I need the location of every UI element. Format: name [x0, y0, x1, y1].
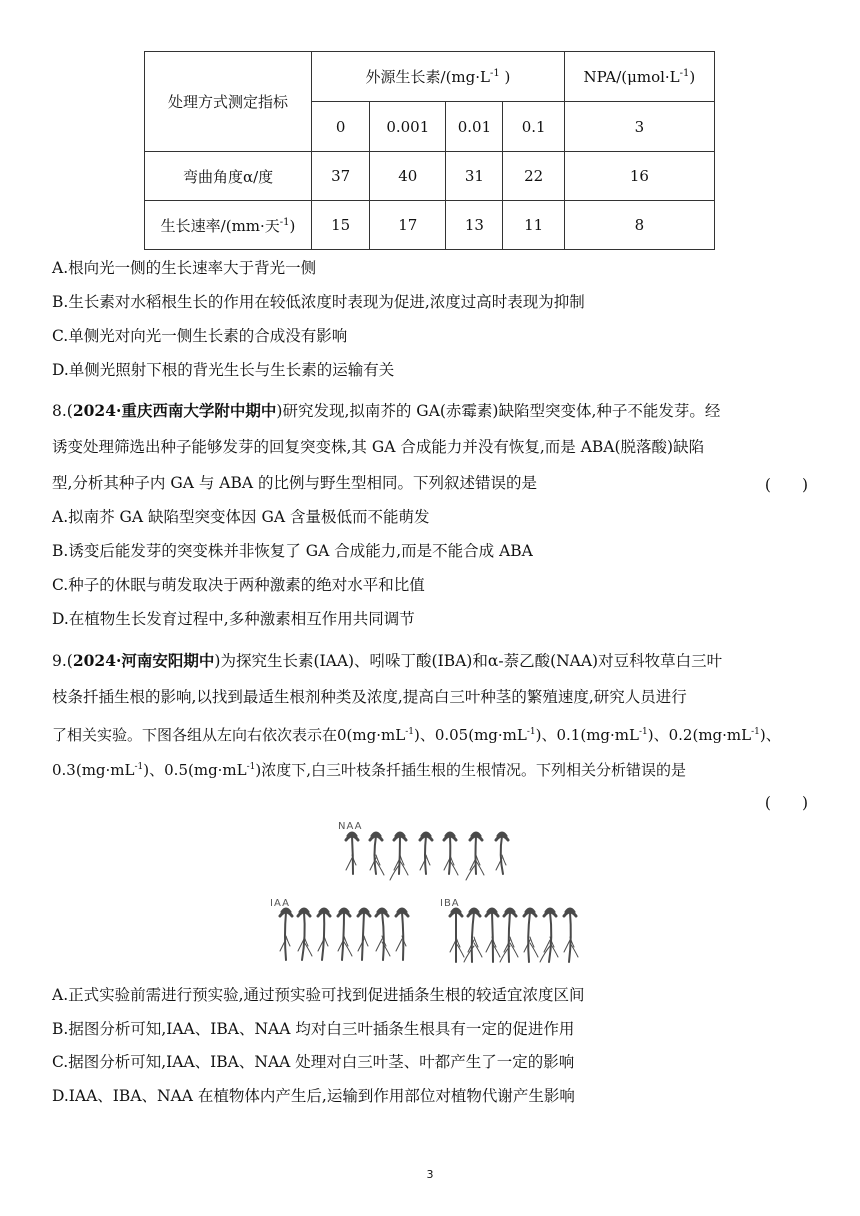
figure-label-iaa: IAA	[270, 898, 290, 909]
q8-option-c: C.种子的休眠与萌发取决于两种激素的绝对水平和比值	[52, 576, 425, 594]
table-cell: 8	[564, 201, 714, 250]
q8-option-b: B.诱变后能发芽的突变株并非恢复了 GA 合成能力,而是不能合成 ABA	[52, 542, 533, 560]
q9-line4-b: )、0.5(mg·mL	[143, 761, 247, 779]
q8-source: 重庆西南大学附中期中	[121, 401, 277, 420]
q9-line4-a: 0.3(mg·mL	[52, 761, 135, 779]
cutting-icon	[486, 909, 500, 962]
row-label-pre: 生长速率/(mm·天	[160, 216, 280, 235]
table-group-npa	[564, 52, 714, 102]
table-conc: 0.01	[446, 102, 503, 152]
table-cell: 17	[370, 201, 446, 250]
table-conc: 0	[312, 102, 370, 152]
table-cell: 16	[564, 152, 714, 201]
figure-label-iba: IBA	[440, 898, 460, 909]
q7-option-b: B.生长素对水稻根生长的作用在较低浓度时表现为促进,浓度过高时表现为抑制	[52, 293, 585, 311]
q9-option-c: C.据图分析可知,IAA、IBA、NAA 处理对白三叶茎、叶都产生了一定的影响	[52, 1053, 575, 1071]
row-label-post: )	[289, 216, 296, 235]
q9-line4-c: )浓度下,白三叶枝条扦插生根的生根情况。下列相关分析错误的是	[255, 761, 687, 779]
cutting-icon	[298, 909, 312, 960]
group-npa-sup: -1	[679, 67, 690, 79]
table-cell: 15	[312, 201, 370, 250]
group-npa-text: NPA/(μmol·L	[583, 67, 680, 86]
q7-option-d: D.单侧光照射下根的背光生长与生长素的运输有关	[52, 361, 395, 379]
q9-line3-a: 了相关实验。下图各组从左向右依次表示在0(mg·mL	[52, 726, 406, 744]
q8-option-d: D.在植物生长发育过程中,多种激素相互作用共同调节	[52, 610, 415, 628]
table-row-label: 弯曲角度α/度	[145, 152, 312, 201]
table-conc: 3	[564, 102, 714, 152]
q9-line3-sup: -1	[405, 727, 414, 737]
q9-line3-d: )、0.2(mg·mL	[647, 726, 752, 744]
q8-stem-line3: 型,分析其种子内 GA 与 ABA 的比例与野生型相同。下列叙述错误的是	[52, 474, 537, 492]
q7-option-c: C.单侧光对向光一侧生长素的合成没有影响	[52, 327, 348, 345]
page-number: 3	[426, 1168, 434, 1181]
cutting-icon	[346, 833, 358, 874]
table-cell: 31	[446, 152, 503, 201]
cutting-icon	[358, 909, 370, 960]
cutting-icon	[318, 909, 330, 960]
cutting-icon	[450, 909, 464, 962]
q9-answer-paren: ( )	[764, 794, 808, 812]
table-cell: 13	[446, 201, 503, 250]
q8-year: 2024·	[72, 401, 122, 420]
group-auxin-text: 外源生长素/(mg·L	[365, 68, 490, 86]
q8-line1-rest: )研究发现,拟南芥的 GA(赤霉素)缺陷型突变体,种子不能发芽。经	[276, 402, 721, 420]
q9-line3-sup: -1	[526, 727, 536, 737]
q9-stem-line3	[52, 722, 781, 745]
q8-option-a: A.拟南芥 GA 缺陷型突变体因 GA 含量极低而不能萌发	[52, 508, 430, 526]
table-conc: 0.1	[503, 102, 564, 152]
cutting-icon	[524, 909, 538, 962]
q8-number: 8.(	[52, 402, 73, 420]
table-row	[145, 201, 715, 250]
cutting-icon	[496, 833, 508, 874]
q9-line3-b: )、0.05(mg·mL	[413, 726, 527, 744]
q9-option-d: D.IAA、IBA、NAA 在植物体内产生后,运输到作用部位对植物代谢产生影响	[52, 1087, 575, 1105]
q8-answer-paren: ( )	[764, 476, 808, 494]
q9-line3-c: )、0.1(mg·mL	[535, 726, 639, 744]
q9-line4-sup: -1	[134, 762, 144, 772]
table-conc: 0.001	[370, 102, 446, 152]
q9-source: 河南安阳期中	[121, 651, 215, 670]
cutting-icon	[390, 833, 408, 880]
q9-stem-line4	[52, 757, 686, 780]
q9-option-a: A.正式实验前需进行预实验,通过预实验可找到促进插条生根的较适宜浓度区间	[52, 986, 585, 1004]
q9-line3-sup: -1	[638, 727, 648, 737]
q9-year: 2024·	[72, 651, 122, 670]
table-cell: 11	[503, 201, 564, 250]
group-auxin-sup: -1	[489, 68, 500, 79]
table-cell: 37	[312, 152, 370, 201]
cutting-icon	[396, 909, 408, 960]
q9-line3-sup: -1	[751, 727, 760, 737]
q9-stem-line2: 枝条扦插生根的影响,以找到最适生根剂种类及浓度,提高白三叶种茎的繁殖速度,研究人员进行	[52, 688, 687, 706]
q8-stem-line2: 诱变处理筛选出种子能够发芽的回复突变株,其 GA 合成能力并没有恢复,而是 ABA(脱落酸)缺陷	[52, 438, 705, 456]
table-cell: 40	[370, 152, 446, 201]
experiment-table	[144, 51, 715, 250]
q7-option-a: A.根向光一侧的生长速率大于背光一侧	[52, 259, 317, 277]
q9-number: 9.(	[52, 652, 73, 670]
cutting-icon	[464, 909, 482, 962]
q9-line1-rest: )为探究生长素(IAA)、吲哚丁酸(IBA)和α-萘乙酸(NAA)对豆科牧草白三叶	[214, 652, 723, 670]
q9-stem-line1	[52, 651, 722, 671]
table-cell: 22	[503, 152, 564, 201]
table-row	[145, 152, 715, 201]
group-npa-close: )	[689, 67, 696, 86]
rooting-figure	[264, 814, 594, 972]
group-auxin-close: )	[499, 68, 511, 86]
cutting-icon	[376, 909, 390, 960]
figure-label-naa: NAA	[338, 821, 363, 832]
cutting-icon	[444, 833, 458, 875]
cutting-icon	[500, 909, 518, 962]
cutting-icon	[564, 909, 578, 962]
cutting-icon	[370, 833, 384, 875]
q9-line4-sup: -1	[246, 762, 256, 772]
q8-stem-line1	[52, 401, 720, 421]
cutting-icon	[420, 833, 432, 874]
cutting-icon	[280, 909, 292, 960]
row-label-sup: -1	[279, 216, 290, 228]
cutting-icon	[338, 909, 352, 960]
q9-line3-e: )、	[759, 726, 781, 744]
cutting-icon	[540, 909, 558, 962]
table-row-label	[145, 201, 312, 250]
q9-option-b: B.据图分析可知,IAA、IBA、NAA 均对白三叶插条生根具有一定的促进作用	[52, 1020, 575, 1038]
cutting-icon	[466, 833, 484, 880]
table-group-auxin	[312, 52, 565, 102]
table-corner-label: 处理方式测定指标	[145, 52, 312, 152]
